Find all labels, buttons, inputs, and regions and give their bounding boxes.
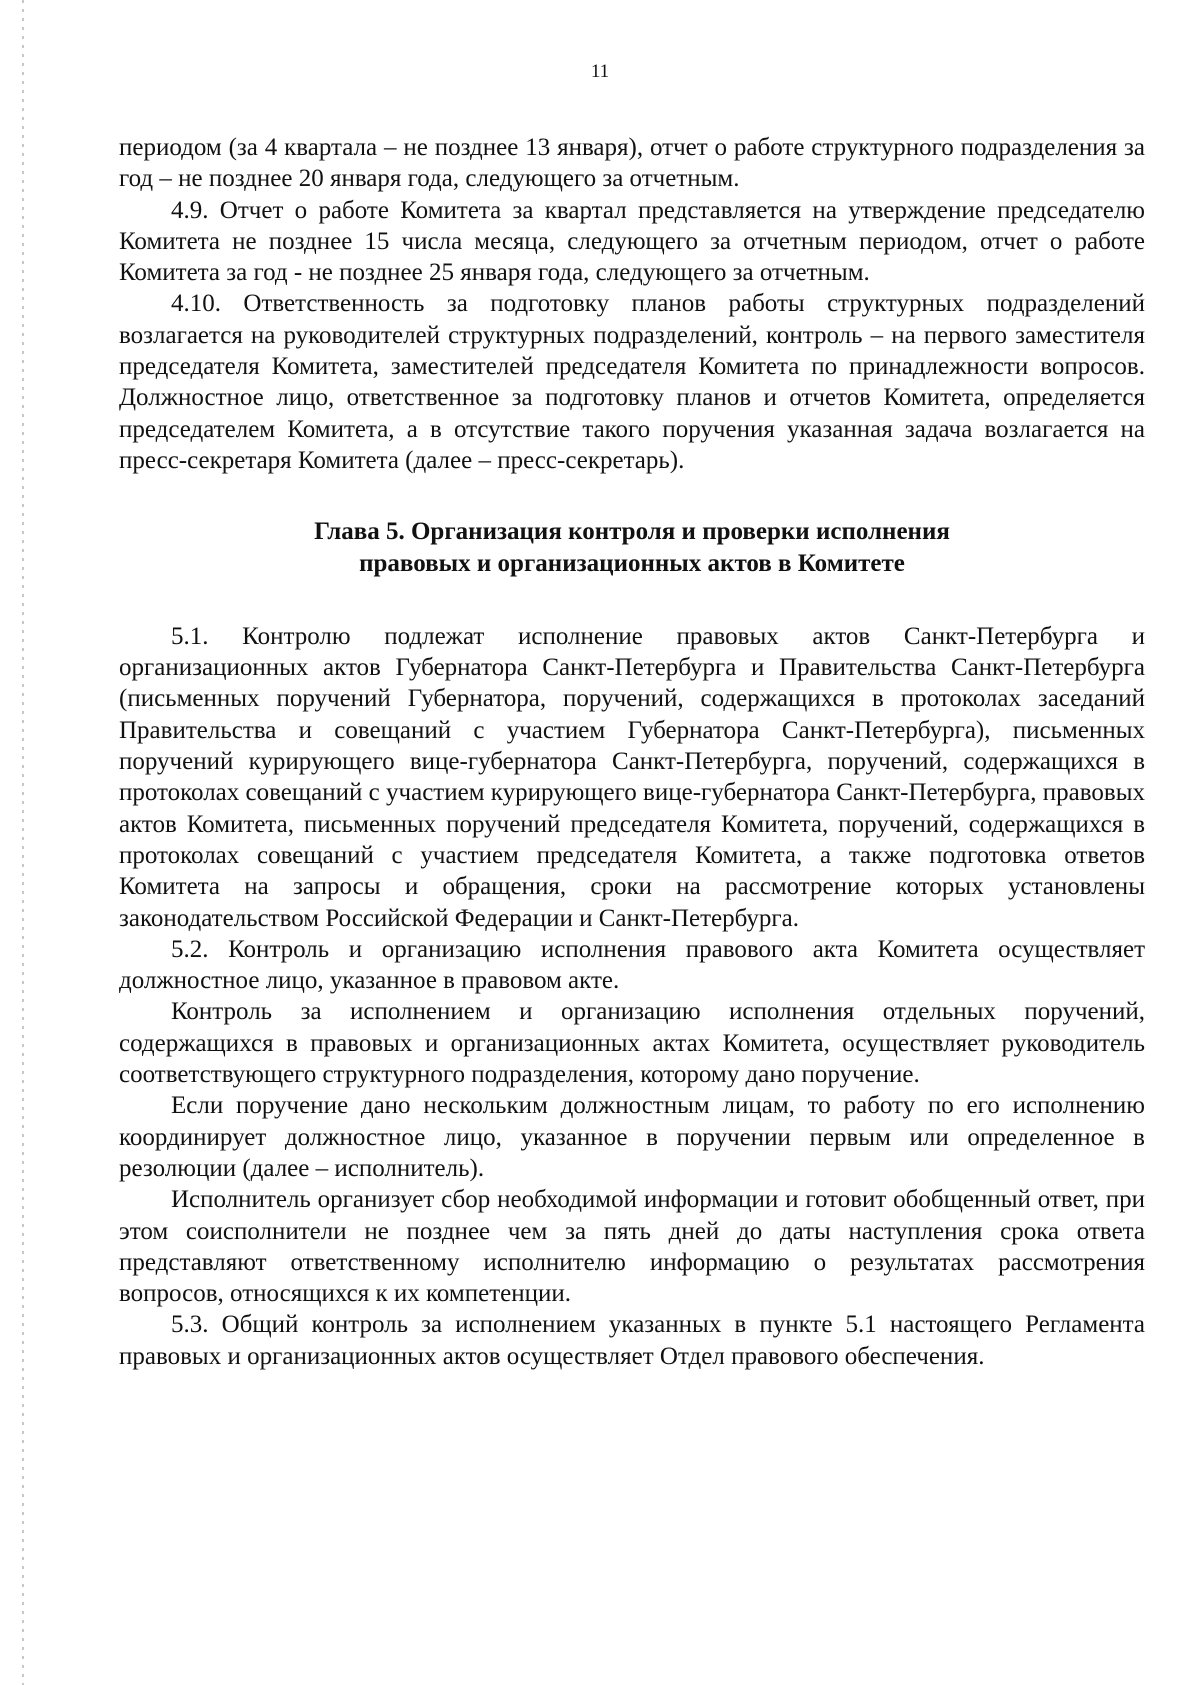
document-body xyxy=(119,132,1145,1372)
paragraph-5-2-control: Контроль за исполнением и организацию исполнения отдельных поручений, содержащихся в правовых и организационных актах Комитета, осуществляет руководитель соответствующего структурного подразделения, которому дано поручение. xyxy=(119,998,1145,1089)
paragraph-5-2-multiple: Если поручение дано нескольким должностным лицам, то работу по его исполнению координирует должностное лицо, указанное в поручении первым или определенное в резолюции (далее – исполнитель). xyxy=(119,1092,1145,1182)
chapter-5-title-line-2: правовых и организационных актов в Комитете xyxy=(359,549,905,577)
paragraph-5-2-executor: Исполнитель организует сбор необходимой информации и готовит обобщенный ответ, при этом соисполнители не позднее чем за пять дней до даты наступления срока ответа представляют ответственному исполнителю информацию о результатах рассмотрения вопросов, относящихся к их компетенции. xyxy=(119,1186,1145,1308)
paragraph-5-1: 5.1. Контролю подлежат исполнение правовых актов Санкт-Петербурга и организационных актов Губернатора Санкт-Петербурга и Правительства Санкт-Петербурга (письменных поручений Губернатора, поручений, содержащихся в протоколах заседаний Правительства и совещаний с участием Губернатора Санкт-Петербурга), письменных поручений курирующего вице-губернатора Санкт-Петербурга, поручений, содержащихся в протоколах совещаний с участием курирующего вице-губернатора Санкт-Петербурга, правовых актов Комитета, письменных поручений председателя Комитета, поручений, содержащихся в протоколах совещаний с участием председателя Комитета, а также подготовка ответов Комитета на запросы и обращения, сроки на рассмотрение которых установлены законодательством Российской Федерации и Санкт-Петербурга. xyxy=(119,622,1145,932)
page-number: 11 xyxy=(590,61,610,82)
paragraph-5-3: 5.3. Общий контроль за исполнением указанных в пункте 5.1 настоящего Регламента правовых и организационных актов осуществляет Отдел правового обеспечения. xyxy=(119,1311,1145,1370)
paragraph-5-2: 5.2. Контроль и организацию исполнения правового акта Комитета осуществляет должностное лицо, указанное в правовом акте. xyxy=(119,935,1145,995)
chapter-5-title-line-1: Глава 5. Организация контроля и проверки исполнения xyxy=(314,518,950,546)
paragraph-4-9: 4.9. Отчет о работе Комитета за квартал представляется на утверждение председателю Комитета не позднее 15 числа месяца, следующего за отчетным периодом, отчет о работе Комитета за год - не позднее 25 января года, следующего за отчетным. xyxy=(119,196,1145,287)
chapter-5-heading xyxy=(119,516,1145,579)
paragraph-4-10: 4.10. Ответственность за подготовку планов работы структурных подразделений возлагается на руководителей структурных подразделений, контроль – на первого заместителя председателя Комитета, заместителей председателя Комитета по принадлежности вопросов. Должностное лицо, ответственное за подготовку планов и отчетов Комитета, определяется председателем Комитета, а в отсутствие такого поручения указанная задача возлагается на пресс-секретаря Комитета (далее – пресс-секретарь). xyxy=(119,290,1145,474)
paragraph-continuation: периодом (за 4 квартала – не позднее 13 января), отчет о работе структурного подразделения за год – не позднее 20 января года, следующего за отчетным. xyxy=(119,134,1145,193)
scan-edge-artifact xyxy=(22,0,24,1685)
